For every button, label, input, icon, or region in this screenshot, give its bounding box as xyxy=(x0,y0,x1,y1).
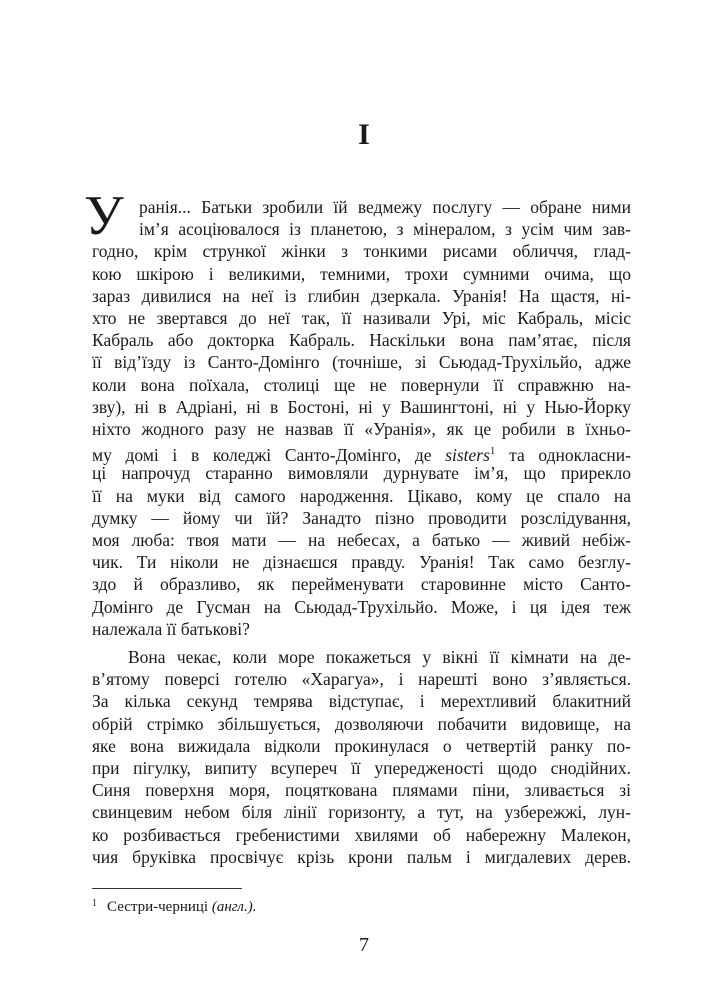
text-line: здо й образливо, як перейменувати старовинне місто Санто- xyxy=(92,574,631,595)
text-line: Вона чекає, коли море покажеться у вікні її кімнати на де- xyxy=(128,647,631,667)
footnote-divider xyxy=(92,888,242,889)
text-line: яке вона вижидала відколи прокинулася о четвертій ранку по- xyxy=(92,735,631,756)
text-line: коли вона поїхала, столиці ще не повернули її справжню на- xyxy=(92,374,631,395)
text-line: при пігулку, випиту всупереч її упередженості щодо снодійних. xyxy=(92,758,631,778)
text-line: зву), ні в Адріані, ні в Бостоні, ні у Вашингтоні, ні у Нью-Йорку xyxy=(92,396,631,417)
text-line: ко розбивається гребенистими хвилями об набережну Малекон, xyxy=(92,824,631,845)
text-line: ніхто жодного разу не назвав її «Уранія», як це робили в їхньо- xyxy=(92,419,631,439)
text-line: Кабраль або докторка Кабраль. Наскільки вона пам’ятає, після xyxy=(92,330,631,351)
text-line: Домінго де Гусман на Сьюдад-Трухільйо. Може, і ця ідея теж xyxy=(92,596,631,617)
text-line: ці напрочуд старанно вимовляли дурнувате ім’я, що прирекло xyxy=(92,463,631,484)
text-line: ранія... Батьки зробили їй ведмежу послугу — обране ними xyxy=(139,197,631,217)
text-line: годно, крім стрункої жінки з тонкими рисами обличчя, глад- xyxy=(92,241,631,262)
text-line: му домі і в коледжі Санто-Домінго, де sisters$^1$ та однокласни- xyxy=(92,445,631,466)
text-line: моя люба: твоя мати — на небесах, а батько — живий небіж- xyxy=(92,530,631,550)
footnote-text: Сестри-черниці xyxy=(107,899,212,915)
text-line: думку — йому чи їй? Занадто пізно проводити розслідування, xyxy=(92,507,631,528)
text-line: Синя поверхня моря, поцяткована плямами піни, зливається зі xyxy=(92,780,631,801)
text-line: в’ятому поверсі готелю «Харагуа», і нарешті воно з’являється. xyxy=(92,669,631,690)
text-line: хто не звертався до неї так, її називали Урі, міс Кабраль, місіс xyxy=(92,308,631,328)
footnote-note: (англ.). xyxy=(211,899,257,915)
text-line: свинцевим небом біля лінії горизонту, а тут, на узбережжі, лун- xyxy=(92,802,631,823)
text-line: належала її батькові? xyxy=(92,618,250,639)
page-number: 7 xyxy=(359,934,369,956)
text-line: чик. Ти ніколи не дізнаєшся правду. Уранія! Так само безглу- xyxy=(92,552,631,573)
text-line: кою шкірою і великими, темними, трохи сумними очима, що xyxy=(92,263,631,284)
footnote-mark: 1 xyxy=(92,898,97,909)
drop-cap: У xyxy=(84,185,124,247)
text-line: За кілька секунд темрява відступає, і мерехтливий блакитний xyxy=(92,691,631,712)
text-line: обрій стрімко збільшується, дозволяючи побачити видовище, на xyxy=(92,713,631,734)
footnote-ref: 1 xyxy=(489,445,496,458)
italic-word: sisters xyxy=(445,445,490,466)
text-line: зараз дивилися на неї із глибин дзеркала. Уранія! На щастя, ні- xyxy=(92,285,631,306)
text-line: її від’їзду із Санто-Домінго (точніше, зі Сьюдад-Трухільйо, адже xyxy=(92,352,631,373)
text-line: чия бруківка просвічує крізь крони пальм і мигдалевих дерев. xyxy=(92,846,631,867)
text-line: її на муки від самого народження. Цікаво, кому це спало на xyxy=(92,485,631,506)
footnote xyxy=(92,894,256,917)
chapter-number: I xyxy=(358,118,370,151)
text-line: ім’я асоціювалося із планетою, з мінералом, з усім чим зав- xyxy=(139,219,631,240)
